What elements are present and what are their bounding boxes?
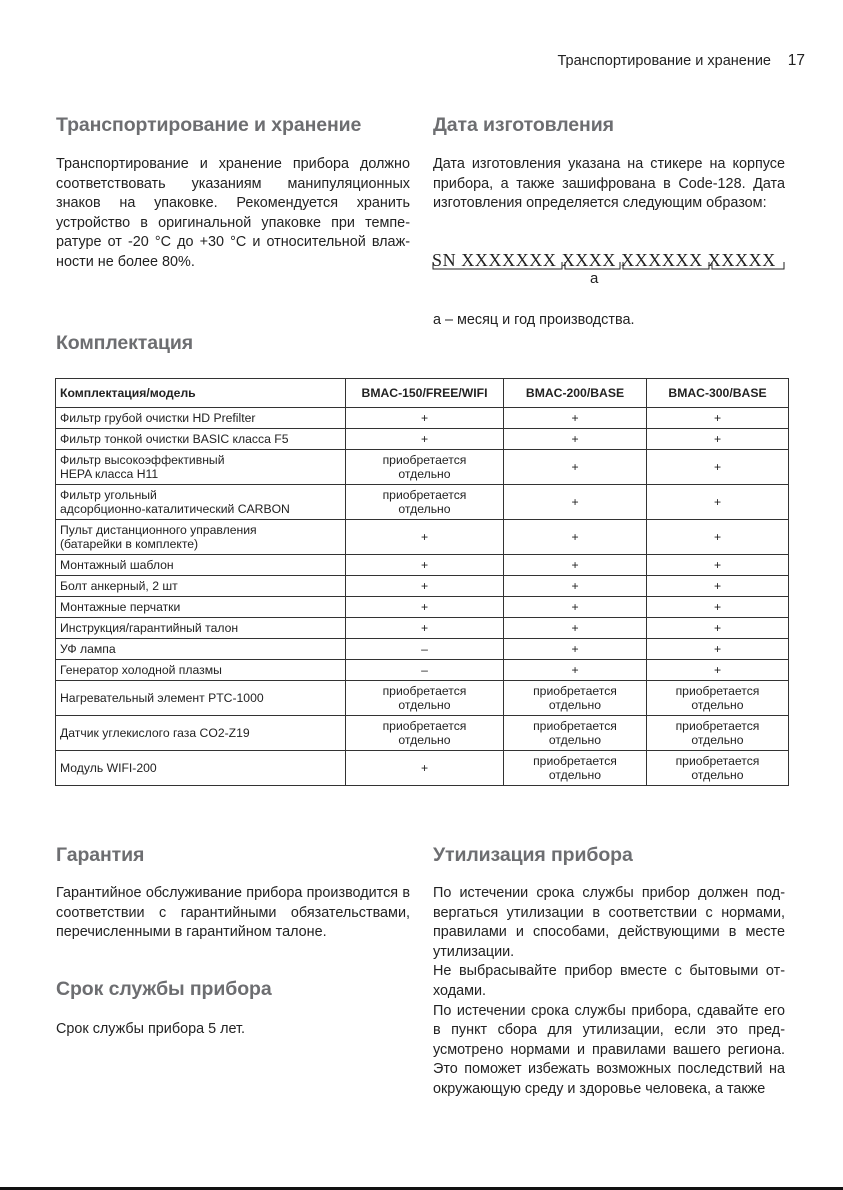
value-cell: + [647,450,789,485]
value-cell: приобретается отдельно [647,716,789,751]
value-cell: приобретается отдельно [346,716,504,751]
value-cell: + [504,660,647,681]
value-cell: приобретается отдельно [504,681,647,716]
value-cell: – [346,639,504,660]
value-cell: + [504,639,647,660]
value-cell: + [346,576,504,597]
value-cell: приобретается отдельно [504,751,647,786]
transport-heading: Транспортирование и хранение [56,114,362,136]
table-header-row [56,379,789,408]
item-name-cell: Болт анкерный, 2 шт [56,576,346,597]
value-cell: + [647,520,789,555]
table-row [56,751,789,786]
value-cell: + [647,576,789,597]
value-cell: + [647,618,789,639]
table-row [56,555,789,576]
running-header: Транспортирование и хранение [557,53,771,69]
table-row [56,618,789,639]
value-cell: + [504,485,647,520]
srok-paragraph: Срок службы прибора 5 лет. [56,1021,246,1037]
value-cell: приобретается отдельно [504,716,647,751]
item-name-cell: Монтажный шаблон [56,555,346,576]
value-cell: приобретается отдельно [647,681,789,716]
date-heading: Дата изготовления [433,114,614,136]
srok-heading: Срок службы прибора [56,978,272,1000]
value-cell: + [504,450,647,485]
item-name-cell: УФ лампа [56,639,346,660]
value-cell: + [346,408,504,429]
value-cell: + [647,429,789,450]
table-row [56,576,789,597]
value-cell: + [647,597,789,618]
table-row [56,639,789,660]
value-cell: + [504,576,647,597]
value-cell: + [504,618,647,639]
item-name-cell: Модуль WIFI-200 [56,751,346,786]
value-cell: + [346,751,504,786]
value-cell: + [346,429,504,450]
transport-paragraph: Транспортирование и хранение прибора должно соответствовать указаниям манипуляционных знаков на упаковке. Рекомендуется хранить устройство в оригинальной упаковке при температуре от -20 °C до +30 °C и относительной влажности не более 80%. [56,156,410,270]
header-cell: BMAC-150/FREE/WIFI [346,379,504,408]
value-cell: + [504,429,647,450]
table-row [56,520,789,555]
item-name-cell: Фильтр тонкой очистки BASIC класса F5 [56,429,346,450]
item-name-cell: Фильтр высокоэффективный HEPA класса H11 [56,450,346,485]
value-cell: + [647,660,789,681]
value-cell: приобретается отдельно [346,485,504,520]
serial-marker-a: а [590,270,599,287]
value-cell: + [647,485,789,520]
table-row [56,716,789,751]
value-cell: + [346,555,504,576]
util-paragraph: По истечении срока службы прибор должен подвергаться утилизации в соответствии с нормами, правилами и способами, действующими в месте утилизации. Не выбрасывайте прибор вместе с бытовыми отходами. По истечении срока службы прибора, сдавайте его в пункт сбора для утилизации, если это предусмотрено нормами и правилами вашего региона. Это поможет избежать возможных последствий на окружающую среду и здоровье человека, а также [433,885,785,1097]
value-cell: + [504,408,647,429]
value-cell: приобретается отдельно [346,681,504,716]
value-cell: + [647,639,789,660]
value-cell: + [647,408,789,429]
item-name-cell: Датчик углекислого газа CO2-Z19 [56,716,346,751]
value-cell: + [504,597,647,618]
value-cell: + [647,555,789,576]
table-row [56,681,789,716]
value-cell: приобретается отдельно [647,751,789,786]
item-name-cell: Нагревательный элемент PTC-1000 [56,681,346,716]
page-number: 17 [787,52,805,69]
header-cell: BMAC-300/BASE [647,379,789,408]
serial-number-diagram [432,250,786,290]
value-cell: + [346,618,504,639]
value-cell: приобретается отдельно [346,450,504,485]
value-cell: + [504,520,647,555]
table-row [56,660,789,681]
item-name-cell: Генератор холодной плазмы [56,660,346,681]
value-cell: + [346,520,504,555]
util-heading: Утилизация прибора [433,844,633,866]
table-row [56,450,789,485]
garantiya-heading: Гарантия [56,844,145,866]
value-cell: – [346,660,504,681]
header-cell: Комплектация/модель [56,379,346,408]
item-name-cell: Фильтр грубой очистки HD Prefilter [56,408,346,429]
table-row [56,597,789,618]
value-cell: + [346,597,504,618]
komplekt-table [55,378,789,786]
date-paragraph: Дата изготовления указана на стикере на корпусе прибора, а также зашифрована в Code-128. Дата изготовления определяется следующим образом: [433,156,785,212]
komplekt-heading: Комплектация [56,332,194,354]
date-explain: а – месяц и год производства. [433,312,635,328]
item-name-cell: Фильтр угольный адсорбционно-каталитический CARBON [56,485,346,520]
header-cell: BMAC-200/BASE [504,379,647,408]
value-cell: + [504,555,647,576]
serial-number-template: SN XXXXXXX XXXX XXXXXX XXXXX [432,250,776,270]
item-name-cell: Монтажные перчатки [56,597,346,618]
serial-bracket-lines [432,250,786,290]
item-name-cell: Инструкция/гарантийный талон [56,618,346,639]
item-name-cell: Пульт дистанционного управления (батарейки в комплекте) [56,520,346,555]
table-row [56,408,789,429]
garantiya-paragraph: Гарантийное обслуживание прибора производится в соответствии с гарантийными обязательствами, перечисленными в гарантийном талоне. [56,885,410,941]
table-row [56,429,789,450]
table-row [56,485,789,520]
